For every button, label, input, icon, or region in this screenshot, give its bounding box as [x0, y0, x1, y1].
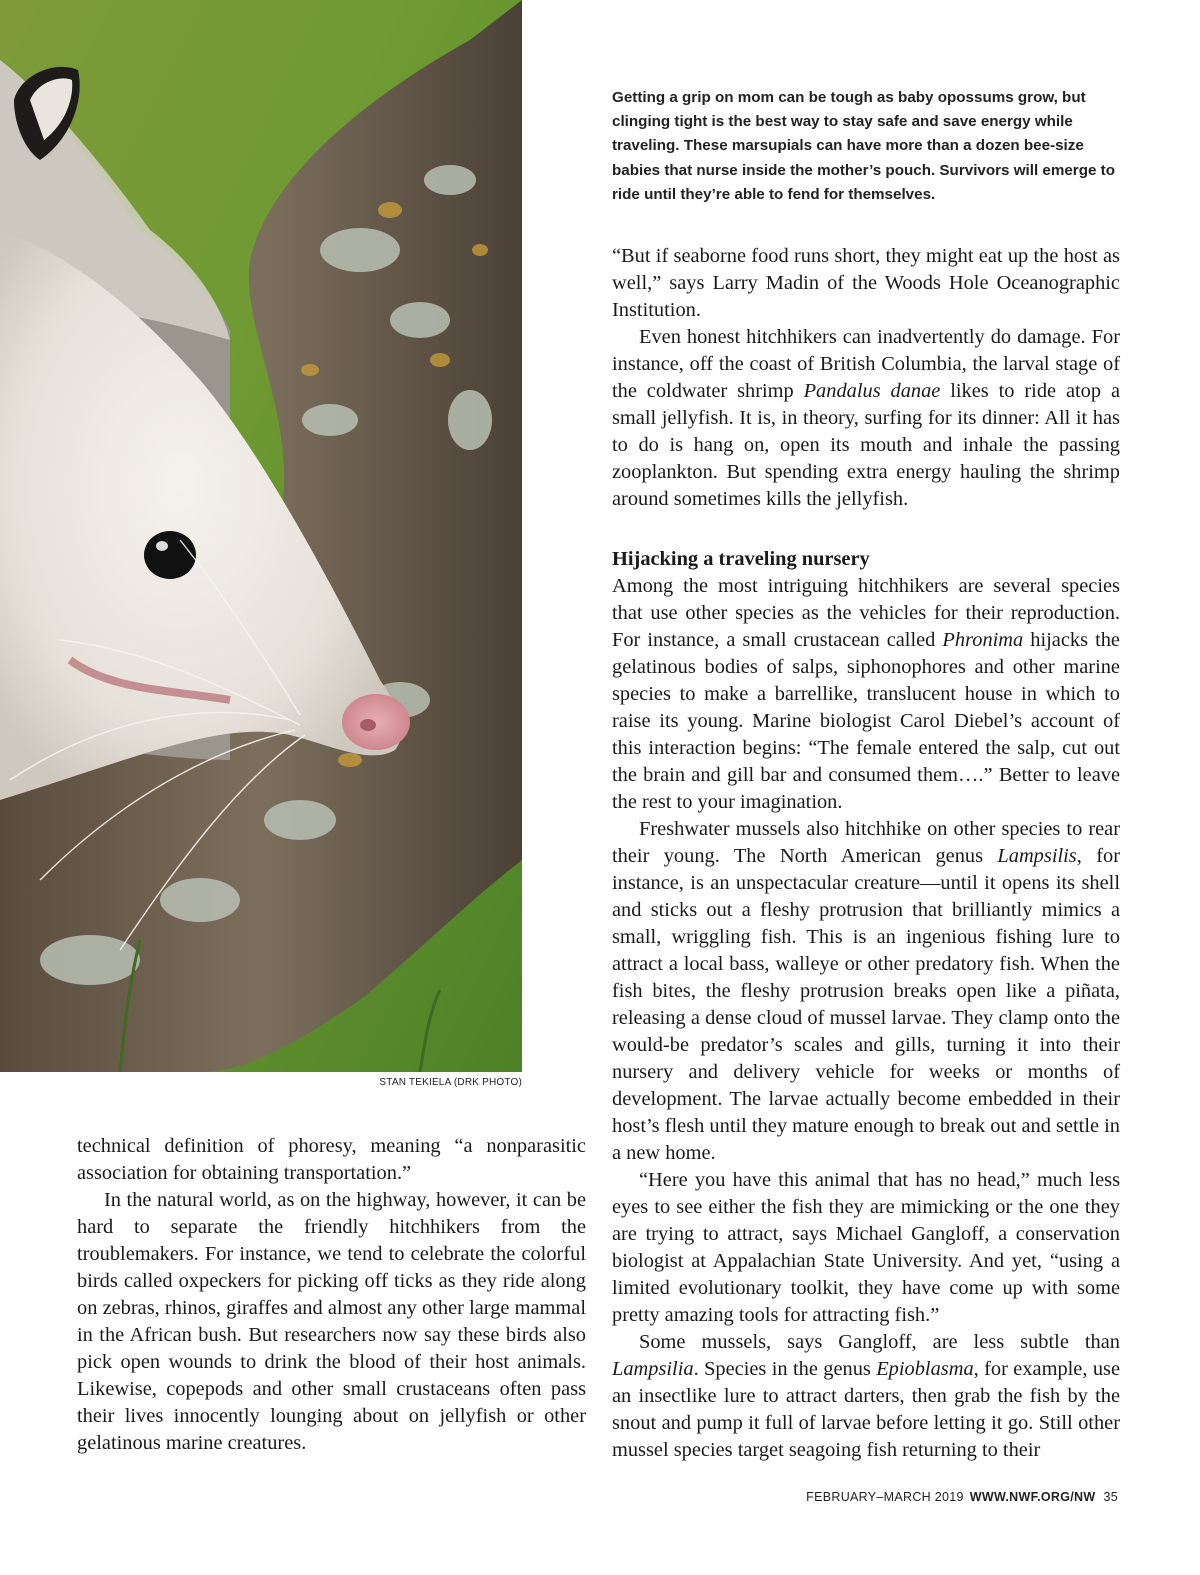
right-column [612, 243, 1120, 1464]
left-column [77, 1133, 586, 1457]
paragraph: “Here you have this animal that has no head,” much less eyes to see either the fish they are mimicking or the one they are trying to attract, says Michael Gangloff, a conservation biologist at Appalachian State University. And yet, “using a limited evolutionary toolkit, they have come up with some pretty amazing tools for attracting fish.” [612, 1169, 1120, 1326]
page-footer [806, 1490, 1118, 1504]
paragraph [612, 816, 1120, 1167]
paragraph: technical definition of phoresy, meaning “a nonparasitic association for obtaining transportation.” [77, 1135, 586, 1184]
paragraph: In the natural world, as on the highway, however, it can be hard to separate the friendly hitchhikers from the troublemakers. For instance, we tend to celebrate the colorful birds called oxpeckers for picking off ticks as they ride along on zebras, rhinos, giraffes and almost any other large mammal in the African bush. But researchers now say these birds also pick open wounds to drink the blood of their host animals. Likewise, copepods and other small crustaceans often pass their lives innocently lounging about on jellyfish or other gelatinous marine creatures. [77, 1189, 586, 1454]
species-name: Lampsilis [997, 845, 1077, 867]
text-run: . Species in the genus [693, 1358, 877, 1380]
text-run: , for example, use an insectlike lure to attract darters, then grab the fish by the snout and pump it full of larvae before letting it go. Still other mussel species target seagoing fish returning to their [612, 1358, 1121, 1461]
paragraph: “But if seaborne food runs short, they might eat up the host as well,” says Larry Madin of the Woods Hole Oceanographic Institution. [612, 245, 1120, 321]
text-run: hijacks the gelatinous bodies of salps, siphonophores and other marine species to make a barrellike, translucent house in which to raise its young. Marine biologist Carol Diebel’s account of this interaction begins: “The female entered the salp, cut out the brain and gill bar and consumed them….” Better to leave the rest to your imagination. [612, 629, 1120, 813]
species-name: Pandalus danae [803, 380, 941, 402]
species-name: Lampsilia [612, 1358, 694, 1380]
text-run: Freshwater mussels also hitchhike on other species to rear their young. The North American genus [612, 818, 1120, 867]
text-run: , for instance, is an unspectacular creature—until it opens its shell and sticks out a fleshy protrusion that brilliantly mimics a small, wriggling fish. This is an ingenious fishing lure to attract a local bass, walleye or other predatory fish. When the fish bites, the fleshy protrusion breaks open like a piñata, releasing a dense cloud of mussel larvae. They clamp onto the would-be predator’s scales and gills, turning it into their nursery and delivery vehicle for weeks or months of development. The larvae actually become embedded in their host’s flesh until they mature enough to break out and settle in a new home. [612, 845, 1120, 1164]
issue-date: FEBRUARY–MARCH 2019 [806, 1490, 964, 1504]
photo-credit: STAN TEKIELA (DRK PHOTO) [379, 1077, 522, 1088]
opossum-photo [0, 0, 522, 1072]
opossum-photo-illustration [0, 0, 522, 1072]
page-number: 35 [1103, 1490, 1118, 1504]
paragraph [612, 1329, 1120, 1464]
text-run: Even honest hitchhikers can inadvertently do damage. For instance, off the coast of British Columbia, the larval stage of the coldwater shrimp [612, 326, 1120, 402]
species-name: Epioblasma [876, 1358, 974, 1380]
text-run: Among the most intriguing hitchhikers are several species that use other species as the vehicles for their reproduction. For instance, a small crustacean called [612, 575, 1120, 651]
photo-caption: Getting a grip on mom can be tough as baby opossums grow, but clinging tight is the best way to stay safe and save energy while traveling. These marsupials can have more than a dozen bee-size babies that nurse inside the mother’s pouch. Survivors will emerge to ride until they’re able to fend for themselves. [612, 89, 1115, 203]
paragraph [612, 573, 1120, 816]
paragraph [612, 324, 1120, 513]
website-link[interactable]: WWW.NWF.ORG/NW [969, 1490, 1096, 1504]
text-run: likes to ride atop a small jellyfish. It is, in theory, surfing for its dinner: All it has to do is hang on, open its mouth and inhale the passing zooplankton. But spending extra energy hauling the shrimp around sometimes kills the jellyfish. [612, 380, 1120, 510]
section-heading: Hijacking a traveling nursery [612, 548, 870, 570]
text-run: Some mussels, says Gangloff, are less subtle than [639, 1331, 1120, 1353]
species-name: Phronima [942, 629, 1024, 651]
